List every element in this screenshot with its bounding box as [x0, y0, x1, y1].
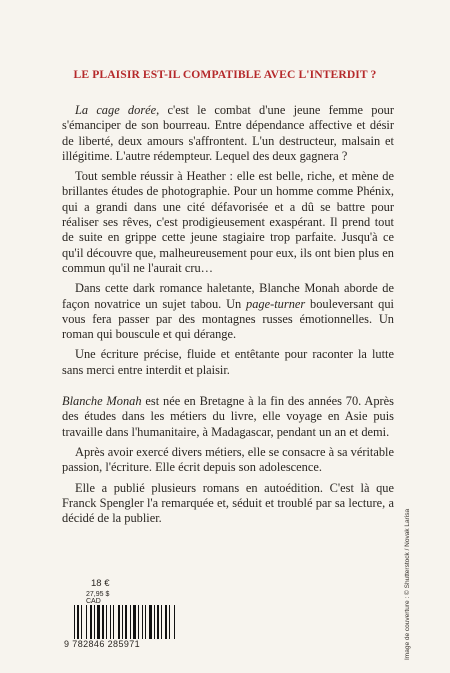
synopsis-paragraph-4: Une écriture précise, fluide et entêtante pour raconter la lutte sans merci entre interdit et plaisir. — [62, 347, 394, 377]
price-eur: 18 € — [91, 578, 110, 589]
isbn-number: 9 782846 285971 — [62, 639, 188, 649]
synopsis-paragraph-1: La cage dorée, c'est le combat d'une jeune femme pour s'émanciper de son bourreau. Entre dépendance affective et désir de liberté, deux amours s'affrontent. L'un destructeur, malsain et illégitime. L'autre rédempteur. Lequel des deux gagnera ? — [62, 103, 394, 163]
headline: LE PLAISIR EST-IL COMPATIBLE AVEC L'INTERDIT ? — [73, 68, 377, 81]
synopsis-paragraph-3: Dans cette dark romance haletante, Blanche Monah aborde de façon novatrice un sujet tabou. Un page-turner bouleversant qui vous fera passer par des montagnes russes émotionnelles. Un roman qui bouscule et qui dérange. — [62, 281, 394, 342]
author-bio-paragraph-3: Elle a publié plusieurs romans en autoédition. C'est là que Franck Spengler l'a remarquée et, séduit et troublé par sa lecture, a décidé de la publier. — [62, 480, 394, 526]
book-title: La cage dorée — [75, 103, 157, 117]
body-text — [62, 103, 394, 526]
price-box — [62, 568, 126, 603]
cover-image-credit: Image de couverture : © Shutterstock / Novak Larisa — [404, 508, 411, 660]
author-bio-paragraph-2: Après avoir exercé divers métiers, elle se consacre à sa véritable passion, l'écriture. Elle écrit depuis son adolescence. — [62, 444, 394, 475]
author-bio-paragraph-1: Blanche Monah est née en Bretagne à la fin des années 70. Après des études dans les métiers du livre, elle voyage en Asie puis travaille dans l'humanitaire, à Madagascar, pendant un an et demi. — [62, 394, 395, 439]
price-cad: 27,95 $ CAD — [86, 591, 110, 605]
synopsis-paragraph-2: Tout semble réussir à Heather : elle est belle, riche, et mène de brillantes études de photographie. Pour un homme comme Phénix, qui a grandi dans une cité défavorisée et a dû se battre pour réaliser ses rêves, c'est prodigieusement exaspérant. Il prend tout de suite en grippe cette jeune stagiaire trop parfaite. Jusqu'à ce qu'il découvre que, malheureusement pour eux, ils ont bien plus en commun qu'il ne l'aurait cru… — [62, 169, 394, 275]
author-name: Blanche Monah — [62, 394, 142, 409]
